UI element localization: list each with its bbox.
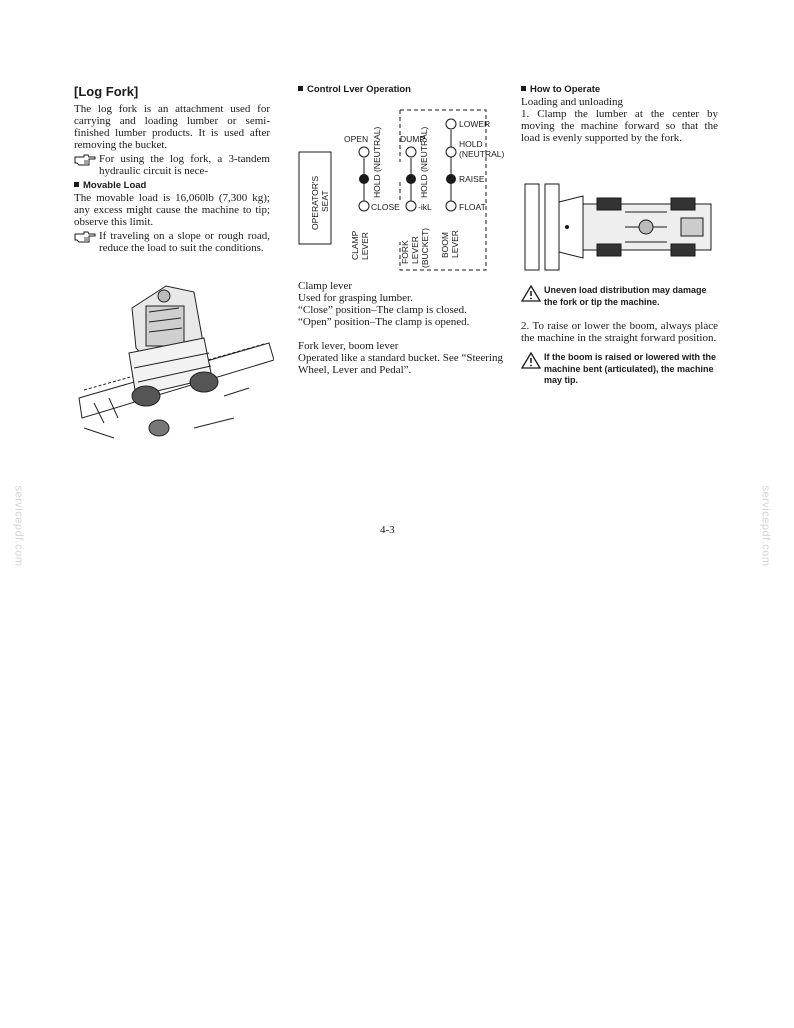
- loading-subheading: Loading and unloading: [521, 96, 624, 108]
- fork-dump-label: DUMP: [400, 134, 426, 144]
- log-fork-illustration: [74, 278, 274, 448]
- warning-triangle-icon: [521, 285, 541, 302]
- boom-lower-position: [446, 119, 456, 129]
- clamp-close-position: [359, 201, 369, 211]
- boom-lower-label: LOWER: [459, 119, 491, 129]
- warning-uneven-load-text: Uneven load distribution may damage the fork or tip the machine.: [544, 285, 707, 307]
- boom-raise-position: [446, 174, 456, 184]
- fork-dump-position: [406, 147, 416, 157]
- clamp-lever-line-1: Used for grasping lumber.: [298, 292, 413, 304]
- fork-close-label: -ikL: [418, 202, 432, 212]
- warning-articulated: [521, 352, 718, 387]
- page-number: 4-3: [380, 524, 395, 536]
- log-fork-section: [74, 84, 270, 257]
- watermark-right: servicepdf.com: [759, 485, 772, 567]
- fork-lever-label-1: FORK: [400, 240, 410, 264]
- fork-close-position: [406, 201, 416, 211]
- note-slope-text: If traveling on a slope or rough road, reduce the load to suit the conditions.: [99, 230, 270, 254]
- pointing-hand-icon: [74, 230, 96, 244]
- log-fork-intro: The log fork is an attachment used for carrying and loading lumber or semi-finished lumber products. It is used after removing the bucket.: [74, 103, 270, 151]
- boom-neutral-label: (NEUTRAL): [459, 149, 505, 159]
- clamp-lever-label-1: CLAMP: [350, 230, 360, 260]
- fork-boom-title: Fork lever, boom lever: [298, 340, 399, 352]
- movable-load-text: The movable load is 16,060lb (7,300 kg); any excess might cause the machine to tip; observe this limit.: [74, 192, 270, 228]
- clamp-lever-label-2: LEVER: [360, 232, 370, 260]
- watermark-left: servicepdf.com: [12, 485, 25, 567]
- fork-hold-label: HOLD (NEUTRAL): [419, 126, 429, 198]
- warning-triangle-icon: [521, 352, 541, 369]
- clamp-open-label: OPEN: [344, 134, 369, 144]
- clamp-lever-line-3: “Open” position–The clamp is opened.: [298, 316, 470, 328]
- how-to-operate-heading: How to Operate: [521, 84, 718, 96]
- note-hydraulic-text: For using the log fork, a 3-tandem hydraulic circuit is nece-: [99, 153, 270, 177]
- clamp-lever-line-2: “Close” position–The clamp is closed.: [298, 304, 467, 316]
- clamp-open-position: [359, 147, 369, 157]
- clamp-hold-label: HOLD (NEUTRAL): [372, 126, 382, 198]
- operator-seat-label: OPERATOR'S: [310, 175, 320, 230]
- warning-articulated-text: If the boom is raised or lowered with the machine bent (articulated), the machine may tip.: [544, 352, 717, 385]
- warning-uneven-load: [521, 285, 718, 308]
- fork-hold-position: [406, 174, 416, 184]
- clamp-lever-title: Clamp lever: [298, 280, 353, 292]
- movable-load-heading: Movable Load: [74, 180, 270, 192]
- note-slope: [74, 230, 270, 254]
- machine-top-view-illustration: [521, 182, 717, 272]
- step-1-text: 1. Clamp the lumber at the center by moving the machine forward so that the load is evenly supported by the fork.: [521, 108, 718, 144]
- boom-hold-label: HOLD: [459, 139, 483, 149]
- clamp-close-label: CLOSE: [371, 202, 400, 212]
- boom-lever-label-2: LEVER: [450, 230, 460, 258]
- clamp-hold-position: [359, 174, 369, 184]
- pointing-hand-icon: [74, 153, 96, 167]
- clamp-lever-description: [298, 280, 503, 376]
- step-2-text: 2. To raise or lower the boom, always place the machine in the straight forward position.: [521, 320, 718, 344]
- note-hydraulic: [74, 153, 270, 177]
- operator-seat-label-2: SEAT: [320, 190, 330, 212]
- fork-boom-text: Operated like a standard bucket. See “Steering Wheel, Lever and Pedal”.: [298, 352, 503, 376]
- how-to-operate-section: [521, 84, 718, 144]
- control-lever-section: [298, 84, 498, 96]
- boom-lever-label-1: BOOM: [440, 232, 450, 258]
- boom-float-position: [446, 201, 456, 211]
- boom-hold-position: [446, 147, 456, 157]
- fork-lever-label-3: (BUCKET): [420, 227, 430, 268]
- boom-float-label: FLOAT: [459, 202, 486, 212]
- boom-raise-label: RAISE: [459, 174, 485, 184]
- log-fork-heading: [Log Fork]: [74, 84, 139, 99]
- control-lever-heading: Control Lver Operation: [298, 84, 498, 96]
- fork-lever-label-2: LEVER: [410, 236, 420, 264]
- control-lever-diagram: [296, 102, 521, 274]
- operate-warnings: [521, 285, 718, 387]
